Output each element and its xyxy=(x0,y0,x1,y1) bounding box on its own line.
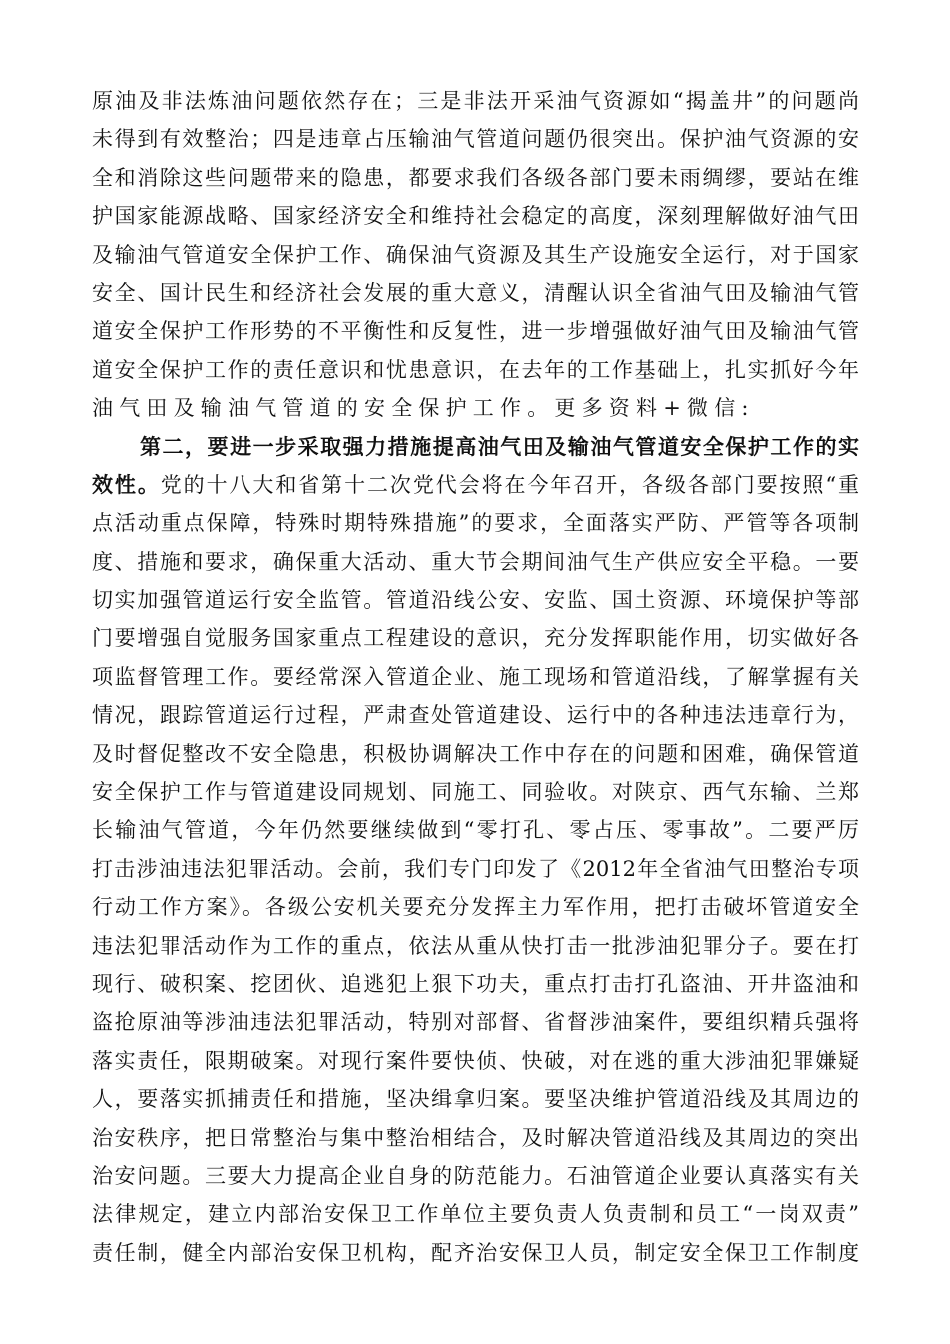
text-line: 法律规定，建立内部治安保卫工作单位主要负责人负责制和员工“一岗双责” xyxy=(92,1202,859,1227)
text-line: 项监督管理工作。要经常深入管道企业、施工现场和管道沿线，了解掌握有关 xyxy=(92,664,859,689)
document-page xyxy=(92,82,859,1272)
text-line: 点活动重点保障，特殊时期特殊措施”的要求，全面落实严防、严管等各项制 xyxy=(92,511,859,536)
text-line: 治安秩序，把日常整治与集中整治相结合，及时解决管道沿线及其周边的突出 xyxy=(92,1125,859,1150)
text-line: 护国家能源战略、国家经济安全和维持社会稳定的高度，深刻理解做好油气田 xyxy=(92,204,859,229)
text-line: 及时督促整改不安全隐患，积极协调解决工作中存在的问题和困难，确保管道 xyxy=(92,741,859,766)
text-line-last: 油气田及输油气管道的安全保护工作。更多资料+微信: xyxy=(92,396,755,421)
text-line: 及输油气管道安全保护工作、确保油气资源及其生产设施安全运行，对于国家 xyxy=(92,242,859,267)
text-line: 未得到有效整治；四是违章占压输油气管道问题仍很突出。保护油气资源的安 xyxy=(92,127,859,152)
text-line: 全和消除这些问题带来的隐患，都要求我们各级各部门要未雨绸缪，要站在维 xyxy=(92,165,859,190)
paragraph-continuation xyxy=(92,82,859,428)
text-line: 切实加强管道运行安全监管。管道沿线公安、安监、国土资源、环境保护等部 xyxy=(92,588,859,613)
text-line: 安全保护工作与管道建设同规划、同施工、同验收。对陕京、西气东输、兰郑 xyxy=(92,780,859,805)
text-line: 道安全保护工作形势的不平衡性和反复性，进一步增强做好油气田及输油气管 xyxy=(92,319,859,344)
text-line: 现行、破积案、挖团伙、追逃犯上狠下功夫，重点打击打孔盗油、开井盗油和 xyxy=(92,971,859,996)
text-line: 门要增强自觉服务国家重点工程建设的意识，充分发挥职能作用，切实做好各 xyxy=(92,626,859,651)
section-heading-end: 效性。 xyxy=(92,471,161,497)
text-span: 党的十八大和省第十二次党代会将在今年召开，各级各部门要按照“重 xyxy=(160,472,859,497)
text-line: 安全、国计民生和经济社会发展的重大意义，清醒认识全省油气田及输油气管 xyxy=(92,280,859,305)
text-line: 盗抢原油等涉油违法犯罪活动，特别对部督、省督涉油案件，要组织精兵强将 xyxy=(92,1010,859,1035)
paragraph-second-point xyxy=(92,428,859,1273)
text-line: 治安问题。三要大力提高企业自身的防范能力。石油管道企业要认真落实有关 xyxy=(92,1163,859,1188)
text-line-mixed xyxy=(92,466,859,504)
text-line: 长输油气管道，今年仍然要继续做到“零打孔、零占压、零事故”。二要严厉 xyxy=(92,818,859,843)
text-line: 行动工作方案》。各级公安机关要充分发挥主力军作用，把打击破坏管道安全 xyxy=(92,895,859,920)
text-line: 情况，跟踪管道运行过程，严肃查处管道建设、运行中的各种违法违章行为， xyxy=(92,703,859,728)
text-line: 责任制，健全内部治安保卫机构，配齐治安保卫人员，制定安全保卫工作制度 xyxy=(92,1240,859,1265)
text-line: 道安全保护工作的责任意识和忧患意识，在去年的工作基础上，扎实抓好今年 xyxy=(92,357,859,382)
text-line: 打击涉油违法犯罪活动。会前，我们专门印发了《2012年全省油气田整治专项 xyxy=(92,856,859,881)
text-line: 原油及非法炼油问题依然存在；三是非法开采油气资源如“揭盖井”的问题尚 xyxy=(92,89,859,113)
text-line: 人，要落实抓捕责任和措施，坚决缉拿归案。要坚决维护管道沿线及其周边的 xyxy=(92,1087,859,1112)
text-line: 落实责任，限期破案。对现行案件要快侦、快破，对在逃的重大涉油犯罪嫌疑 xyxy=(92,1048,859,1073)
text-line: 度、措施和要求，确保重大活动、重大节会期间油气生产供应安全平稳。一要 xyxy=(92,549,859,574)
section-heading: 第二，要进一步采取强力措施提高油气田及输油气管道安全保护工作的实 xyxy=(140,433,859,459)
text-line: 违法犯罪活动作为工作的重点，依法从重从快打击一批涉油犯罪分子。要在打 xyxy=(92,933,859,958)
